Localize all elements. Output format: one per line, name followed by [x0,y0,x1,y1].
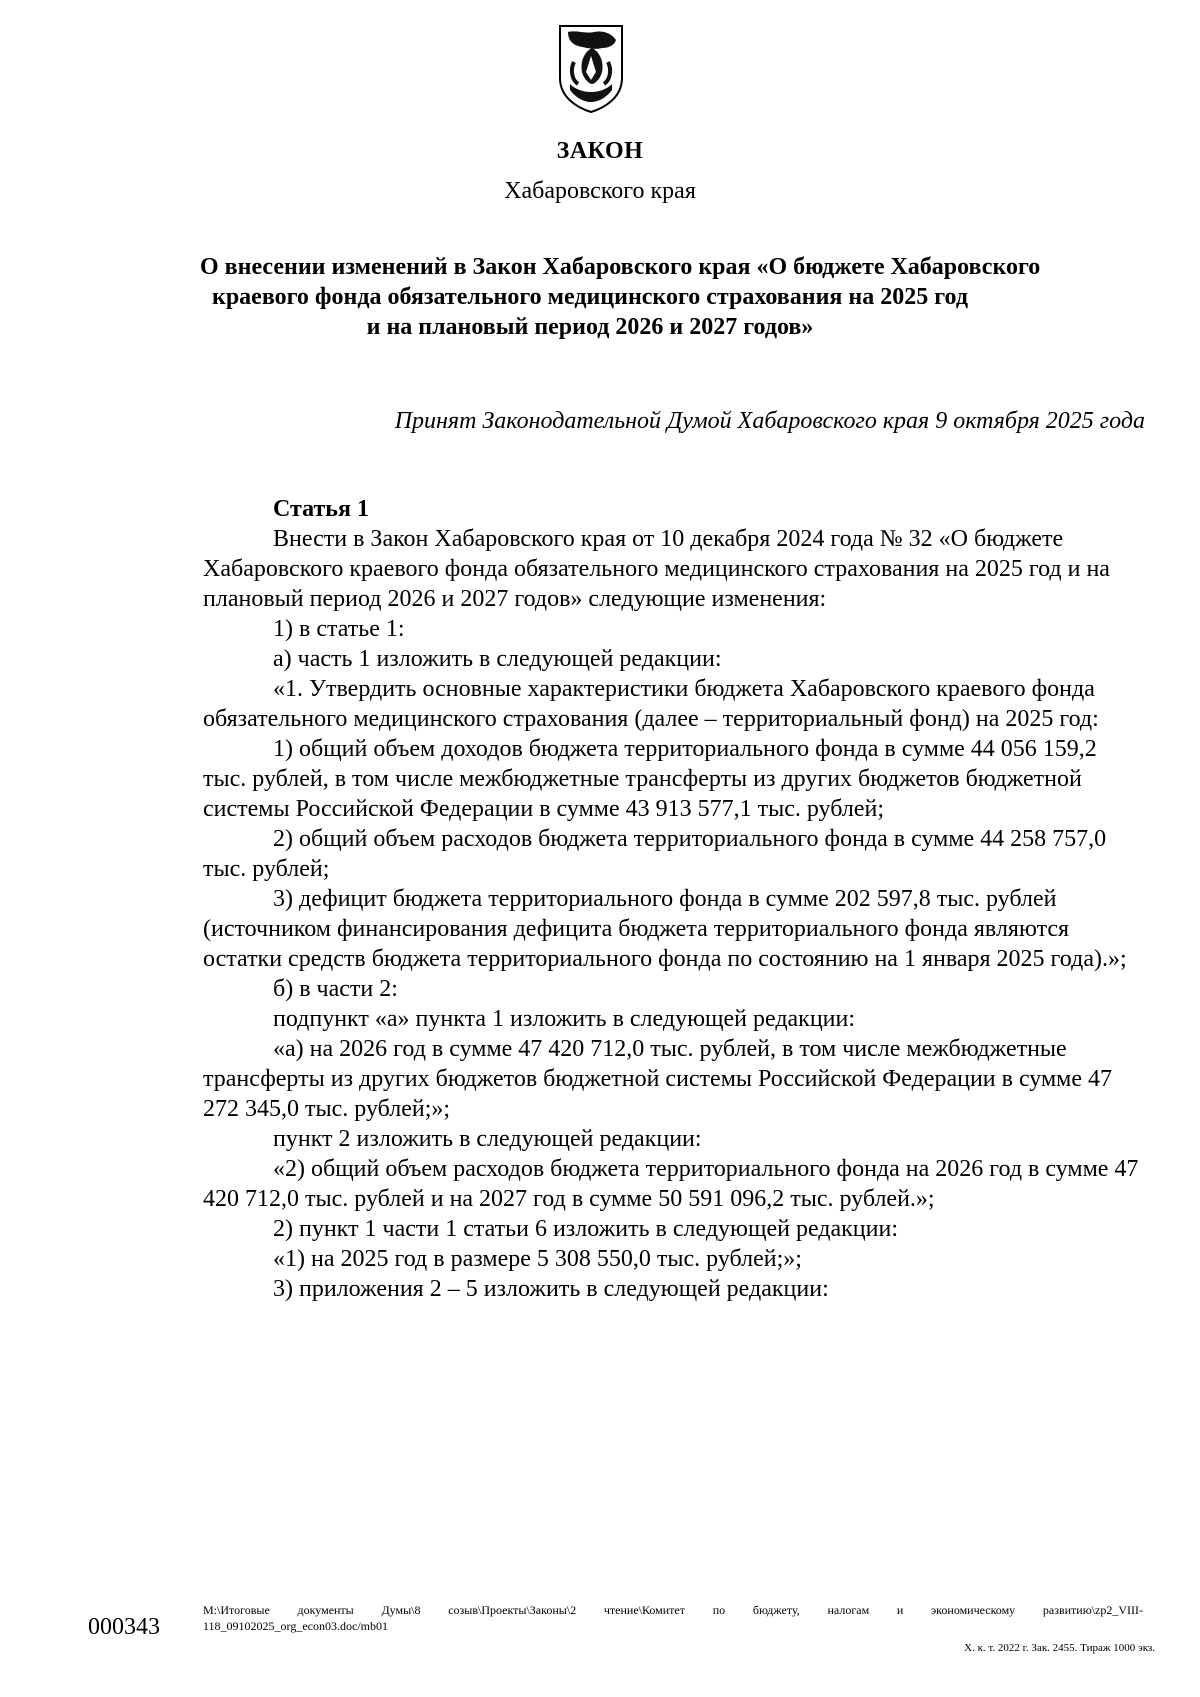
paragraph: Внести в Закон Хабаровского края от 10 декабря 2024 года № 32 «О бюджете Хабаровского краевого фонда обязательного медицинского страхования на 2025 год и на плановый период 2026 и 2027 годов» следующие изменения: [203,526,1110,612]
paragraph: «1. Утвердить основные характеристики бюджета Хабаровского краевого фонда обязательного медицинского страхования (далее – территориальный фонд) на 2025 год: [203,676,1099,732]
print-info: Х. к. т. 2022 г. Зак. 2455. Тираж 1000 экз. [964,1642,1155,1654]
paragraph: 3) приложения 2 – 5 изложить в следующей редакции: [273,1276,829,1302]
paragraph: «2) общий объем расходов бюджета территориального фонда на 2026 год в сумме 47 420 712,0 тыс. рублей и на 2027 год в сумме 50 591 096,2 тыс. рублей.»; [203,1156,1139,1212]
document-title-line: краевого фонда обязательного медицинского страхования на 2025 год [212,284,968,310]
paragraph: подпункт «а» пункта 1 изложить в следующей редакции: [273,1006,856,1032]
file-path [203,1602,1143,1634]
coat-of-arms-emblem [556,22,626,114]
document-title [200,252,1041,342]
article-body [203,494,1143,1304]
paragraph: а) часть 1 изложить в следующей редакции: [273,646,722,672]
paragraph: 1) в статье 1: [273,616,405,642]
document-code: 000343 [88,1614,160,1640]
document-type: ЗАКОН [556,138,644,164]
file-path-line: 118_09102025_org_econ03.doc/mb01 [203,1619,388,1633]
paragraph: пункт 2 изложить в следующей редакции: [273,1126,702,1152]
document-title-line: и на плановый период 2026 и 2027 годов» [366,314,814,340]
document-title-line: О внесении изменений в Закон Хабаровского края «О бюджете Хабаровского [200,254,1041,280]
paragraph: 1) общий объем доходов бюджета территориального фонда в сумме 44 056 159,2 тыс. рублей, в том числе межбюджетные трансферты из других бюджетов бюджетной системы Российской Федерации в сумме 43 913 577,1 тыс. рублей; [203,736,1097,822]
file-path-line: M:\Итоговые документы Думы\8 созыв\Проекты\Законы\2 чтение\Комитет по бюджету, налогам и экономическому развитию\zp2_VIII- [203,1603,1143,1617]
paragraph: 2) пункт 1 части 1 статьи 6 изложить в следующей редакции: [273,1216,898,1242]
adoption-note: Принят Законодательной Думой Хабаровского края 9 октября 2025 года [394,408,1145,434]
paragraph: «а) на 2026 год в сумме 47 420 712,0 тыс. рублей, в том числе межбюджетные трансферты из других бюджетов бюджетной системы Российской Федерации в сумме 47 272 345,0 тыс. рублей;»; [203,1036,1113,1122]
paragraph: 3) дефицит бюджета территориального фонда в сумме 202 597,8 тыс. рублей (источником финансирования дефицита бюджета территориального фонда являются остатки средств бюджета территориального фонда по состоянию на 1 января 2025 года).»; [203,886,1127,972]
document-region: Хабаровского края [504,178,696,204]
paragraph: 2) общий объем расходов бюджета территориального фонда в сумме 44 258 757,0 тыс. рублей; [203,826,1107,882]
paragraph: «1) на 2025 год в размере 5 308 550,0 тыс. рублей;»; [273,1246,802,1272]
paragraph: б) в части 2: [273,976,398,1002]
article-heading: Статья 1 [273,496,369,522]
